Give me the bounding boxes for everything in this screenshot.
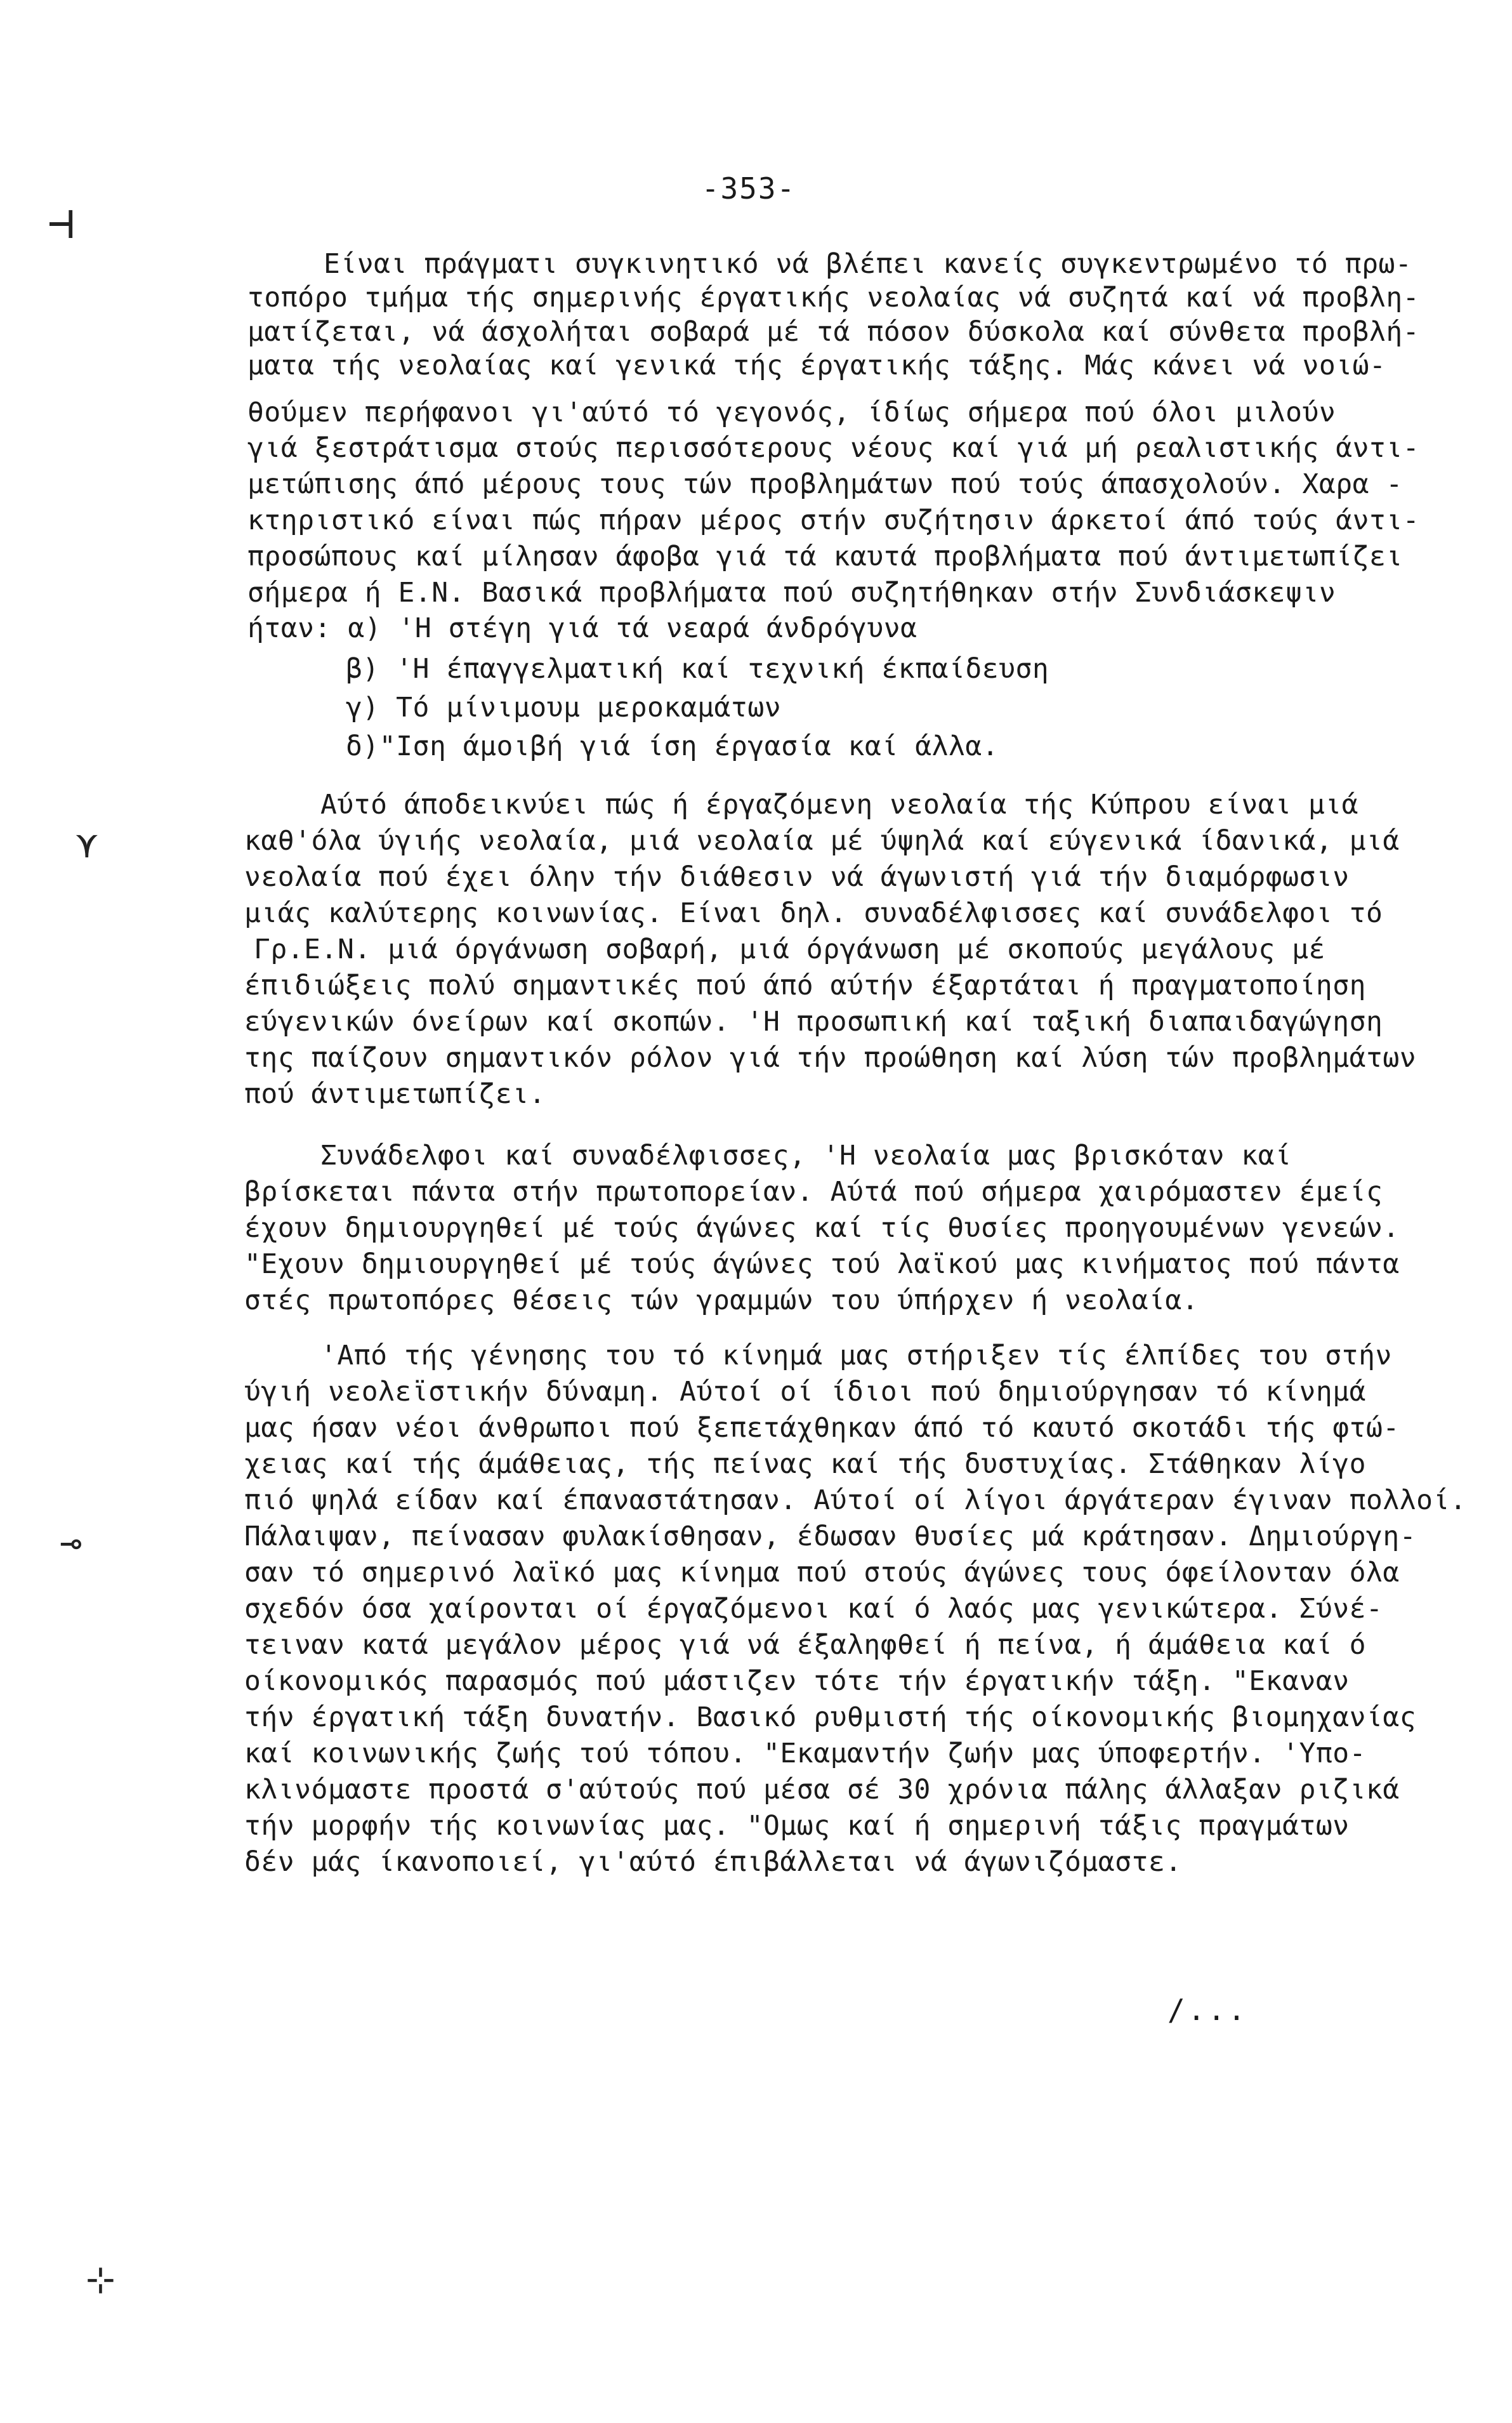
text-line: β) 'Η έπαγγελματική καί τεχνική έκπαίδευση [346,653,1049,685]
text-line: Είναι πράγματι συγκινητικό νά βλέπει κανείς συγκεντρωμένο τό πρω- [324,248,1412,280]
text-line: μας ήσαν νέοι άνθρωποι πού ξεπετάχθηκαν άπό τό καυτό σκοτάδι τής φτώ- [244,1412,1400,1444]
text-line: τοπόρο τμήμα τής σημερινής έργατικής νεολαίας νά συζητά καί νά προβλη- [247,282,1420,314]
text-line: 'Από τής γένησης του τό κίνημά μας στήριξεν τίς έλπίδες του στήν [320,1340,1392,1371]
text-line: νεολαία πού έχει όλην τήν διάθεσιν νά άγωνιστή γιά τήν διαμόρφωσιν [244,861,1350,893]
text-line: κλινόμαστε προστά σ'αύτούς πού μέσα σέ 30 χρόνια πάλης άλλαξαν ριζικά [244,1774,1400,1806]
margin-mark-4: ⊹ [86,2259,115,2301]
text-line: στές πρωτοπόρες θέσεις τών γραμμών του ύπήρχεν ή νεολαία. [244,1284,1199,1316]
text-line: έπιδιώξεις πολύ σημαντικές πού άπό αύτήν έξαρτάται ή πραγματοποίηση [244,970,1367,1001]
text-line: ήταν: α) 'Η στέγη γιά τά νεαρά άνδρόγυνα [247,612,917,644]
text-line: καί κοινωνικής ζωής τού τόπου. "Εκαμαντήν ζωήν μας ύποφερτήν. 'Υπο- [244,1738,1367,1769]
text-line: έχουν δημιουργηθεί μέ τούς άγώνες καί τίς θυσίες προηγουμένων γενεών. [244,1212,1400,1244]
text-line: τειναν κατά μεγάλον μέρος γιά νά έξαληφθεί ή πείνα, ή άμάθεια καί ό [244,1629,1367,1661]
text-line: Αύτό άποδεικνύει πώς ή έργαζόμενη νεολαία τής Κύπρου είναι μιά [320,789,1359,821]
text-line: χειας καί τής άμάθειας, τής πείνας καί τής δυστυχίας. Στάθηκαν λίγο [244,1448,1367,1480]
margin-mark-1: ⊣ [48,197,75,249]
text-line: οίκονομικός παρασμός πού μάστιζεν τότε τήν έργατικήν τάξη. "Εκαναν [244,1665,1350,1697]
text-line: κτηριστικό είναι πώς πήραν μέρος στήν συζήτησιν άρκετοί άπό τούς άντι- [247,505,1420,536]
text-line: μετώπισης άπό μέρους τους τών προβλημάτων πού τούς άπασχολούν. Χαρα - [247,468,1403,500]
text-line: ύγιή νεολεϊστικήν δύναμη. Αύτοί οί ίδιοι πού δημιούργησαν τό κίνημά [244,1376,1367,1408]
text-line: Γρ.Ε.Ν. μιά όργάνωση σοβαρή, μιά όργάνωση μέ σκοπούς μεγάλους μέ [254,934,1325,965]
text-line: καθ'όλα ύγιής νεολαία, μιά νεολαία μέ ύψηλά καί εύγενικά ίδανικά, μιά [244,825,1400,857]
margin-mark-3: ⊸ [60,1523,82,1564]
text-line: της παίζουν σημαντικόν ρόλον γιά τήν προώθηση καί λύση τών προβλημάτων [244,1042,1417,1074]
text-line: σχεδόν όσα χαίρονται οί έργαζόμενοι καί ό λαός μας γενικώτερα. Σύνέ- [244,1593,1383,1625]
text-line: εύγενικών όνείρων καί σκοπών. 'Η προσωπική καί ταξική διαπαιδαγώγηση [244,1006,1383,1038]
text-line: γιά ξεστράτισμα στούς περισσότερους νέους καί γιά μή ρεαλιστικής άντι- [247,432,1420,464]
continuation-mark: /... [1167,1993,1248,2027]
text-line: δ)"Ιση άμοιβή γιά ίση έργασία καί άλλα. [346,730,999,762]
text-line: σαν τό σημερινό λαϊκό μας κίνημα πού στούς άγώνες τους όφείλονταν όλα [244,1557,1400,1588]
margin-mark-2: ⋎ [76,825,98,866]
page-number: -353- [701,171,796,206]
text-line: πιό ψηλά είδαν καί έπαναστάτησαν. Αύτοί οί λίγοι άργάτεραν έγιναν πολλοί. [244,1484,1467,1516]
text-line: σήμερα ή Ε.Ν. Βασικά προβλήματα πού συζητήθηκαν στήν Συνδιάσκεψιν [247,577,1336,609]
text-line: πού άντιμετωπίζει. [244,1078,546,1110]
text-line: "Εχουν δημιουργηθεί μέ τούς άγώνες τού λαϊκού μας κινήματος πού πάντα [244,1248,1400,1280]
text-line: ματα τής νεολαίας καί γενικά τής έργατικής τάξης. Μάς κάνει νά νοιώ- [247,350,1386,381]
text-line: προσώπους καί μίλησαν άφοβα γιά τά καυτά προβλήματα πού άντιμετωπίζει [247,541,1403,572]
text-line: βρίσκεται πάντα στήν πρωτοπορείαν. Αύτά πού σήμερα χαιρόμαστεν έμείς [244,1176,1383,1208]
text-line: ματίζεται, νά άσχολήται σοβαρά μέ τά πόσον δύσκολα καί σύνθετα προβλή- [247,316,1420,348]
text-line: τήν έργατική τάξη δυνατήν. Βασικό ρυθμιστή τής οίκονομικής βιομηχανίας [244,1701,1417,1733]
text-line: τήν μορφήν τής κοινωνίας μας. "Ομως καί ή σημερινή τάξις πραγμάτων [244,1810,1350,1842]
text-line: μιάς καλύτερης κοινωνίας. Είναι δηλ. συναδέλφισσες καί συνάδελφοι τό [244,897,1383,929]
text-line: δέν μάς ίκανοποιεί, γι'αύτό έπιβάλλεται νά άγωνιζόμαστε. [244,1846,1182,1878]
text-line: Συνάδελφοι καί συναδέλφισσες, 'Η νεολαία μας βρισκόταν καί [320,1140,1292,1172]
text-line: γ) Τό μίνιμουμ μεροκαμάτων [346,692,782,723]
text-line: Πάλαιψαν, πείνασαν φυλακίσθησαν, έδωσαν θυσίες μά κράτησαν. Δημιούργη- [244,1521,1417,1552]
text-line: θούμεν περήφανοι γι'αύτό τό γεγονός, ίδίως σήμερα πού όλοι μιλούν [247,397,1336,428]
